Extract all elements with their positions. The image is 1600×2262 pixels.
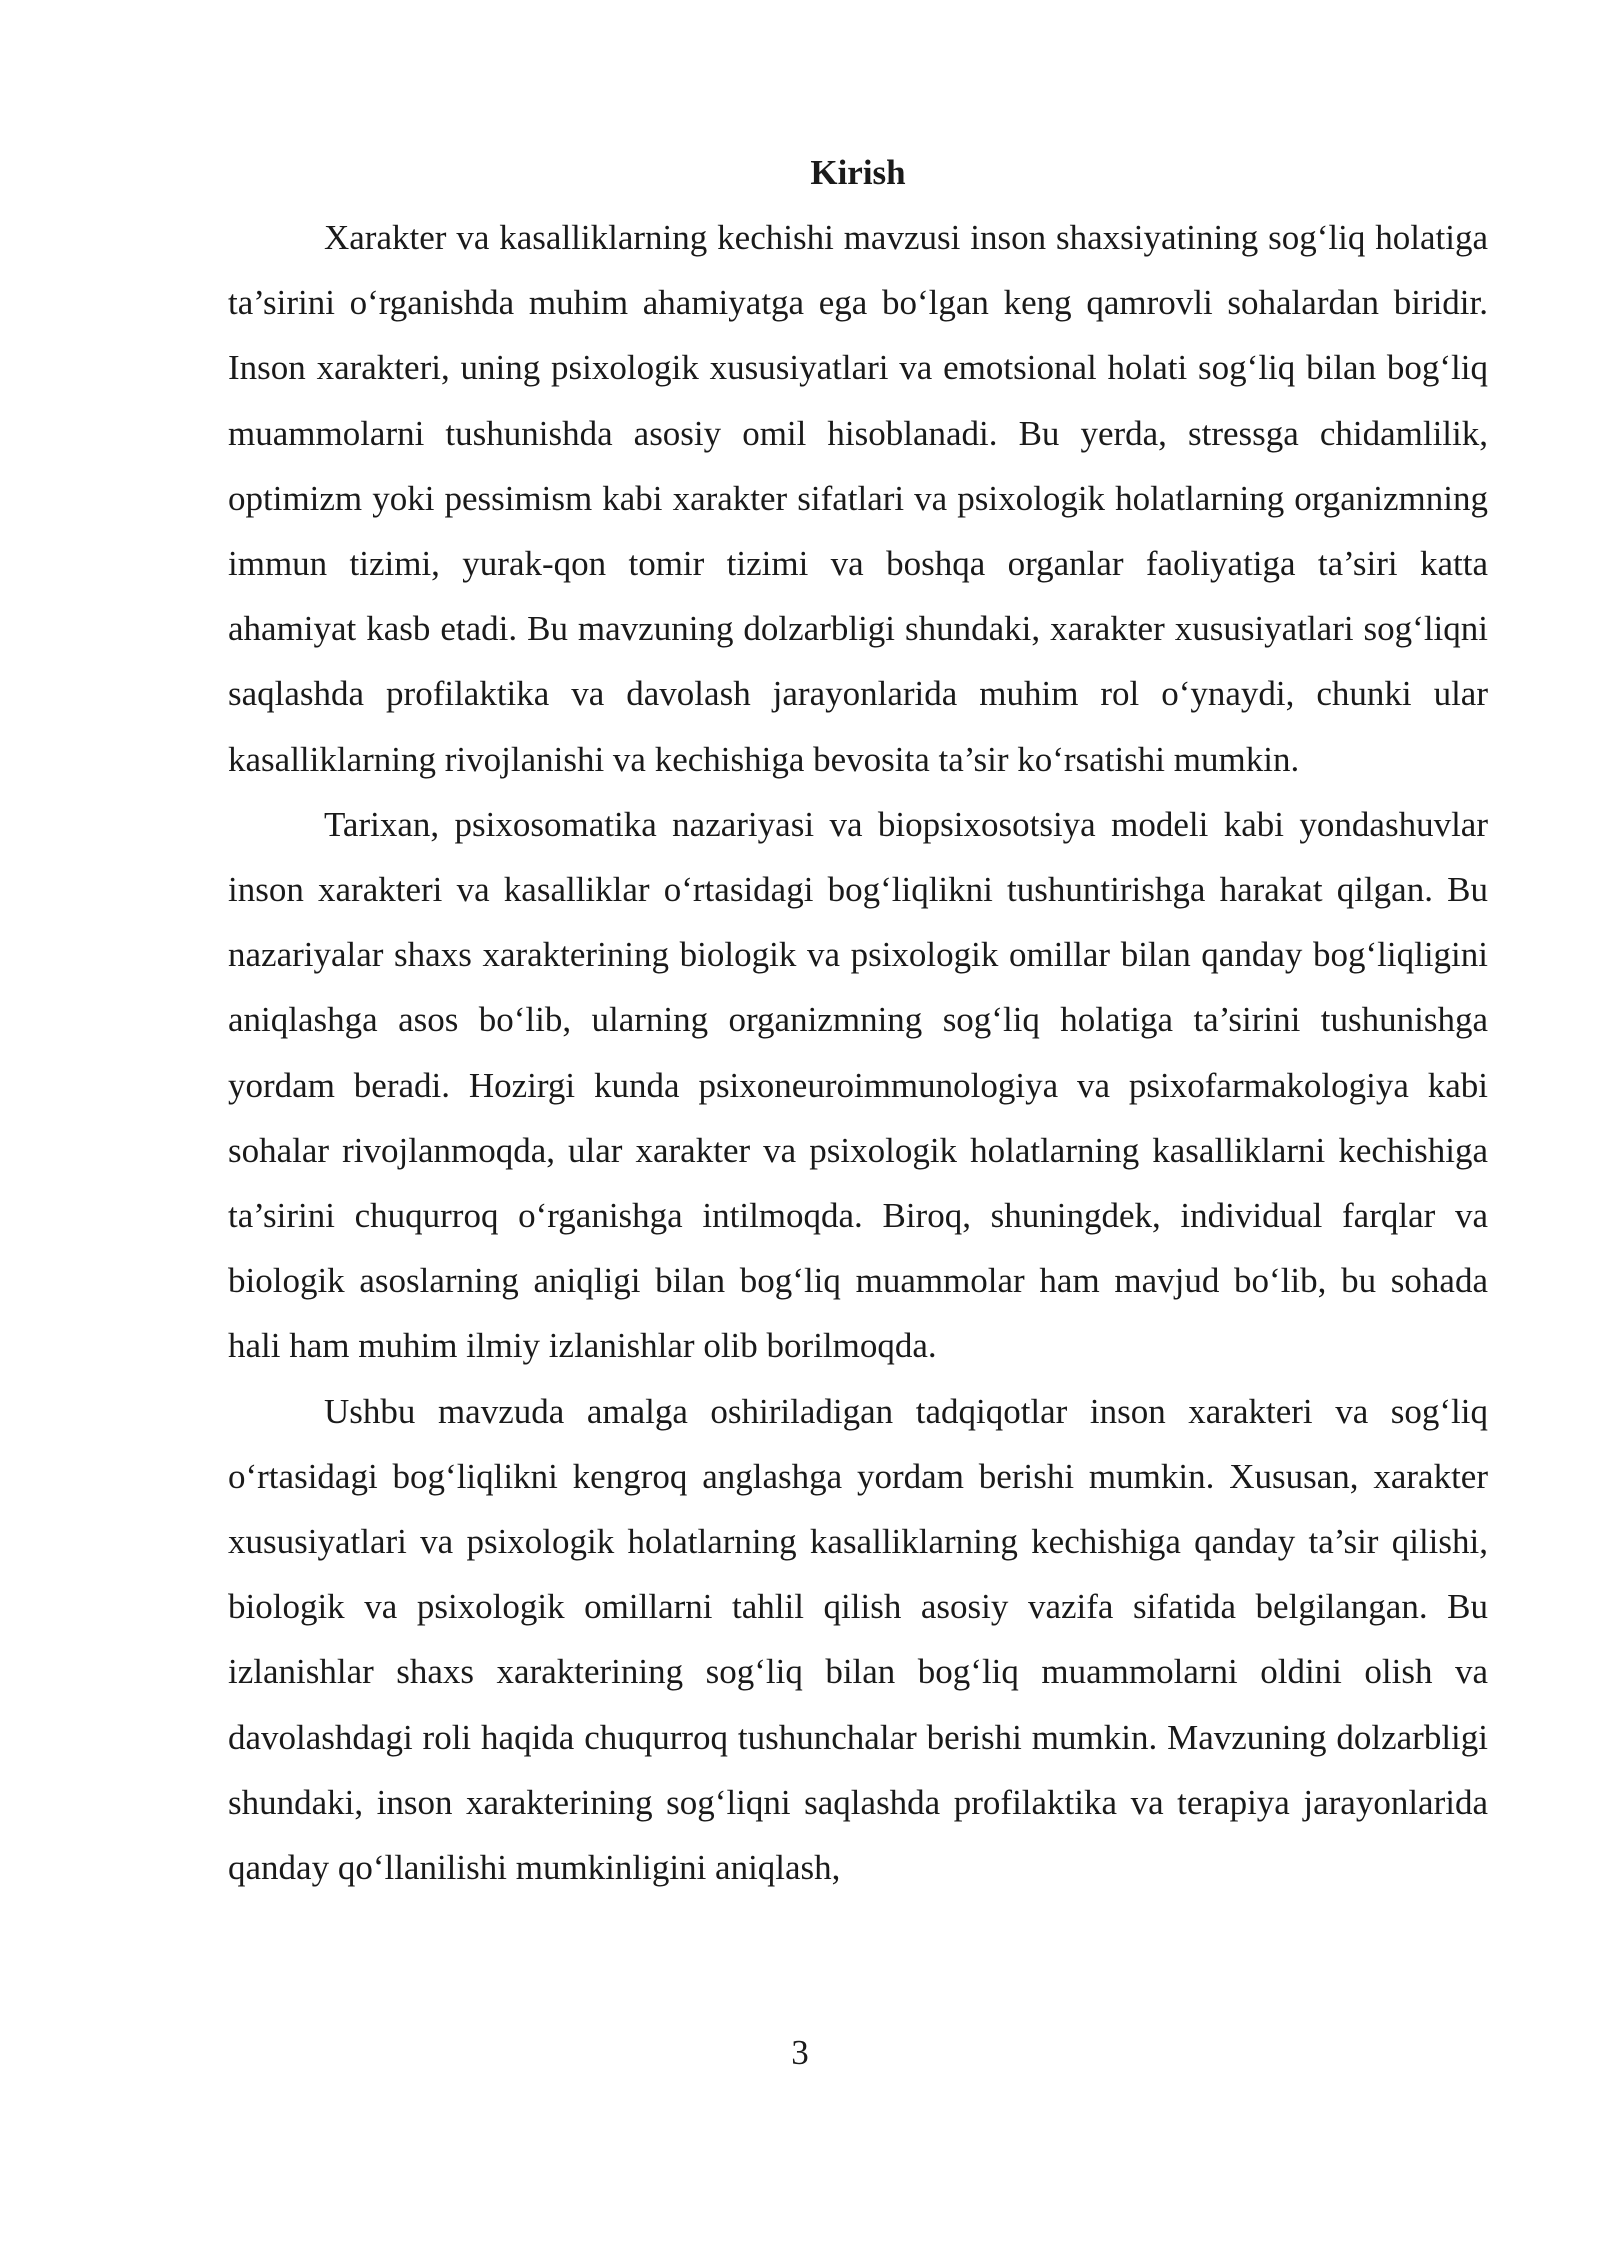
page-number: 3 <box>791 2033 809 2072</box>
paragraph-1: Xarakter va kasalliklarning kechishi mavzusi inson shaxsiyatining sog‘liq holatiga ta’sirini o‘rganishda muhim ahamiyatga ega bo‘lgan keng qamrovli sohalardan biridir. Inson xarakteri, uning psixologik xususiyatlari va emotsional holati sog‘liq bilan bog‘liq muammolarni tushunishda asosiy omil hisoblanadi. Bu yerda, stressga chidamlilik, optimizm yoki pessimism kabi xarakter sifatlari va psixologik holatlarning organizmning immun tizimi, yurak-qon tomir tizimi va boshqa organlar faoliyatiga ta’siri katta ahamiyat kasb etadi. Bu mavzuning dolzarbligi shundaki, xarakter xususiyatlari sog‘liqni saqlashda profilaktika va davolash jarayonlarida muhim rol o‘ynaydi, chunki ular kasalliklarning rivojlanishi va kechishiga bevosita ta’sir ko‘rsatishi mumkin. <box>228 218 1488 779</box>
paragraph-3: Ushbu mavzuda amalga oshiriladigan tadqiqotlar inson xarakteri va sog‘liq o‘rtasidagi bog‘liqlikni kengroq anglashga yordam berishi mumkin. Xususan, xarakter xususiyatlari va psixologik holatlarning kasalliklarning kechishiga qanday ta’sir qilishi, biologik va psixologik omillarni tahlil qilish asosiy vazifa sifatida belgilangan. Bu izlanishlar shaxs xarakterining sog‘liq bilan bog‘liq muammolarni oldini olish va davolashdagi roli haqida chuqurroq tushunchalar berishi mumkin. Mavzuning dolzarbligi shundaki, inson xarakterining sog‘liqni saqlashda profilaktika va terapiya jarayonlarida qanday qo‘llanilishi mumkinligini aniqlash, <box>228 1391 1488 1888</box>
document-page <box>228 140 1488 2090</box>
section-title: Kirish <box>810 153 906 192</box>
paragraph-2: Tarixan, psixosomatika nazariyasi va biopsixosotsiya modeli kabi yondashuvlar inson xarakteri va kasalliklar o‘rtasidagi bog‘liqlikni tushuntirishga harakat qilgan. Bu nazariyalar shaxs xarakterining biologik va psixologik omillar bilan qanday bog‘liqligini aniqlashga asos bo‘lib, ularning organizmning sog‘liq holatiga ta’sirini tushunishga yordam beradi. Hozirgi kunda psixoneuroimmunologiya va psixofarmakologiya kabi sohalar rivojlanmoqda, ular xarakter va psixologik holatlarning kasalliklarni kechishiga ta’sirini chuqurroq o‘rganishga intilmoqda. Biroq, shuningdek, individual farqlar va biologik asoslarning aniqligi bilan bog‘liq muammolar ham mavjud bo‘lib, bu sohada hali ham muhim ilmiy izlanishlar olib borilmoqda. <box>228 804 1488 1366</box>
